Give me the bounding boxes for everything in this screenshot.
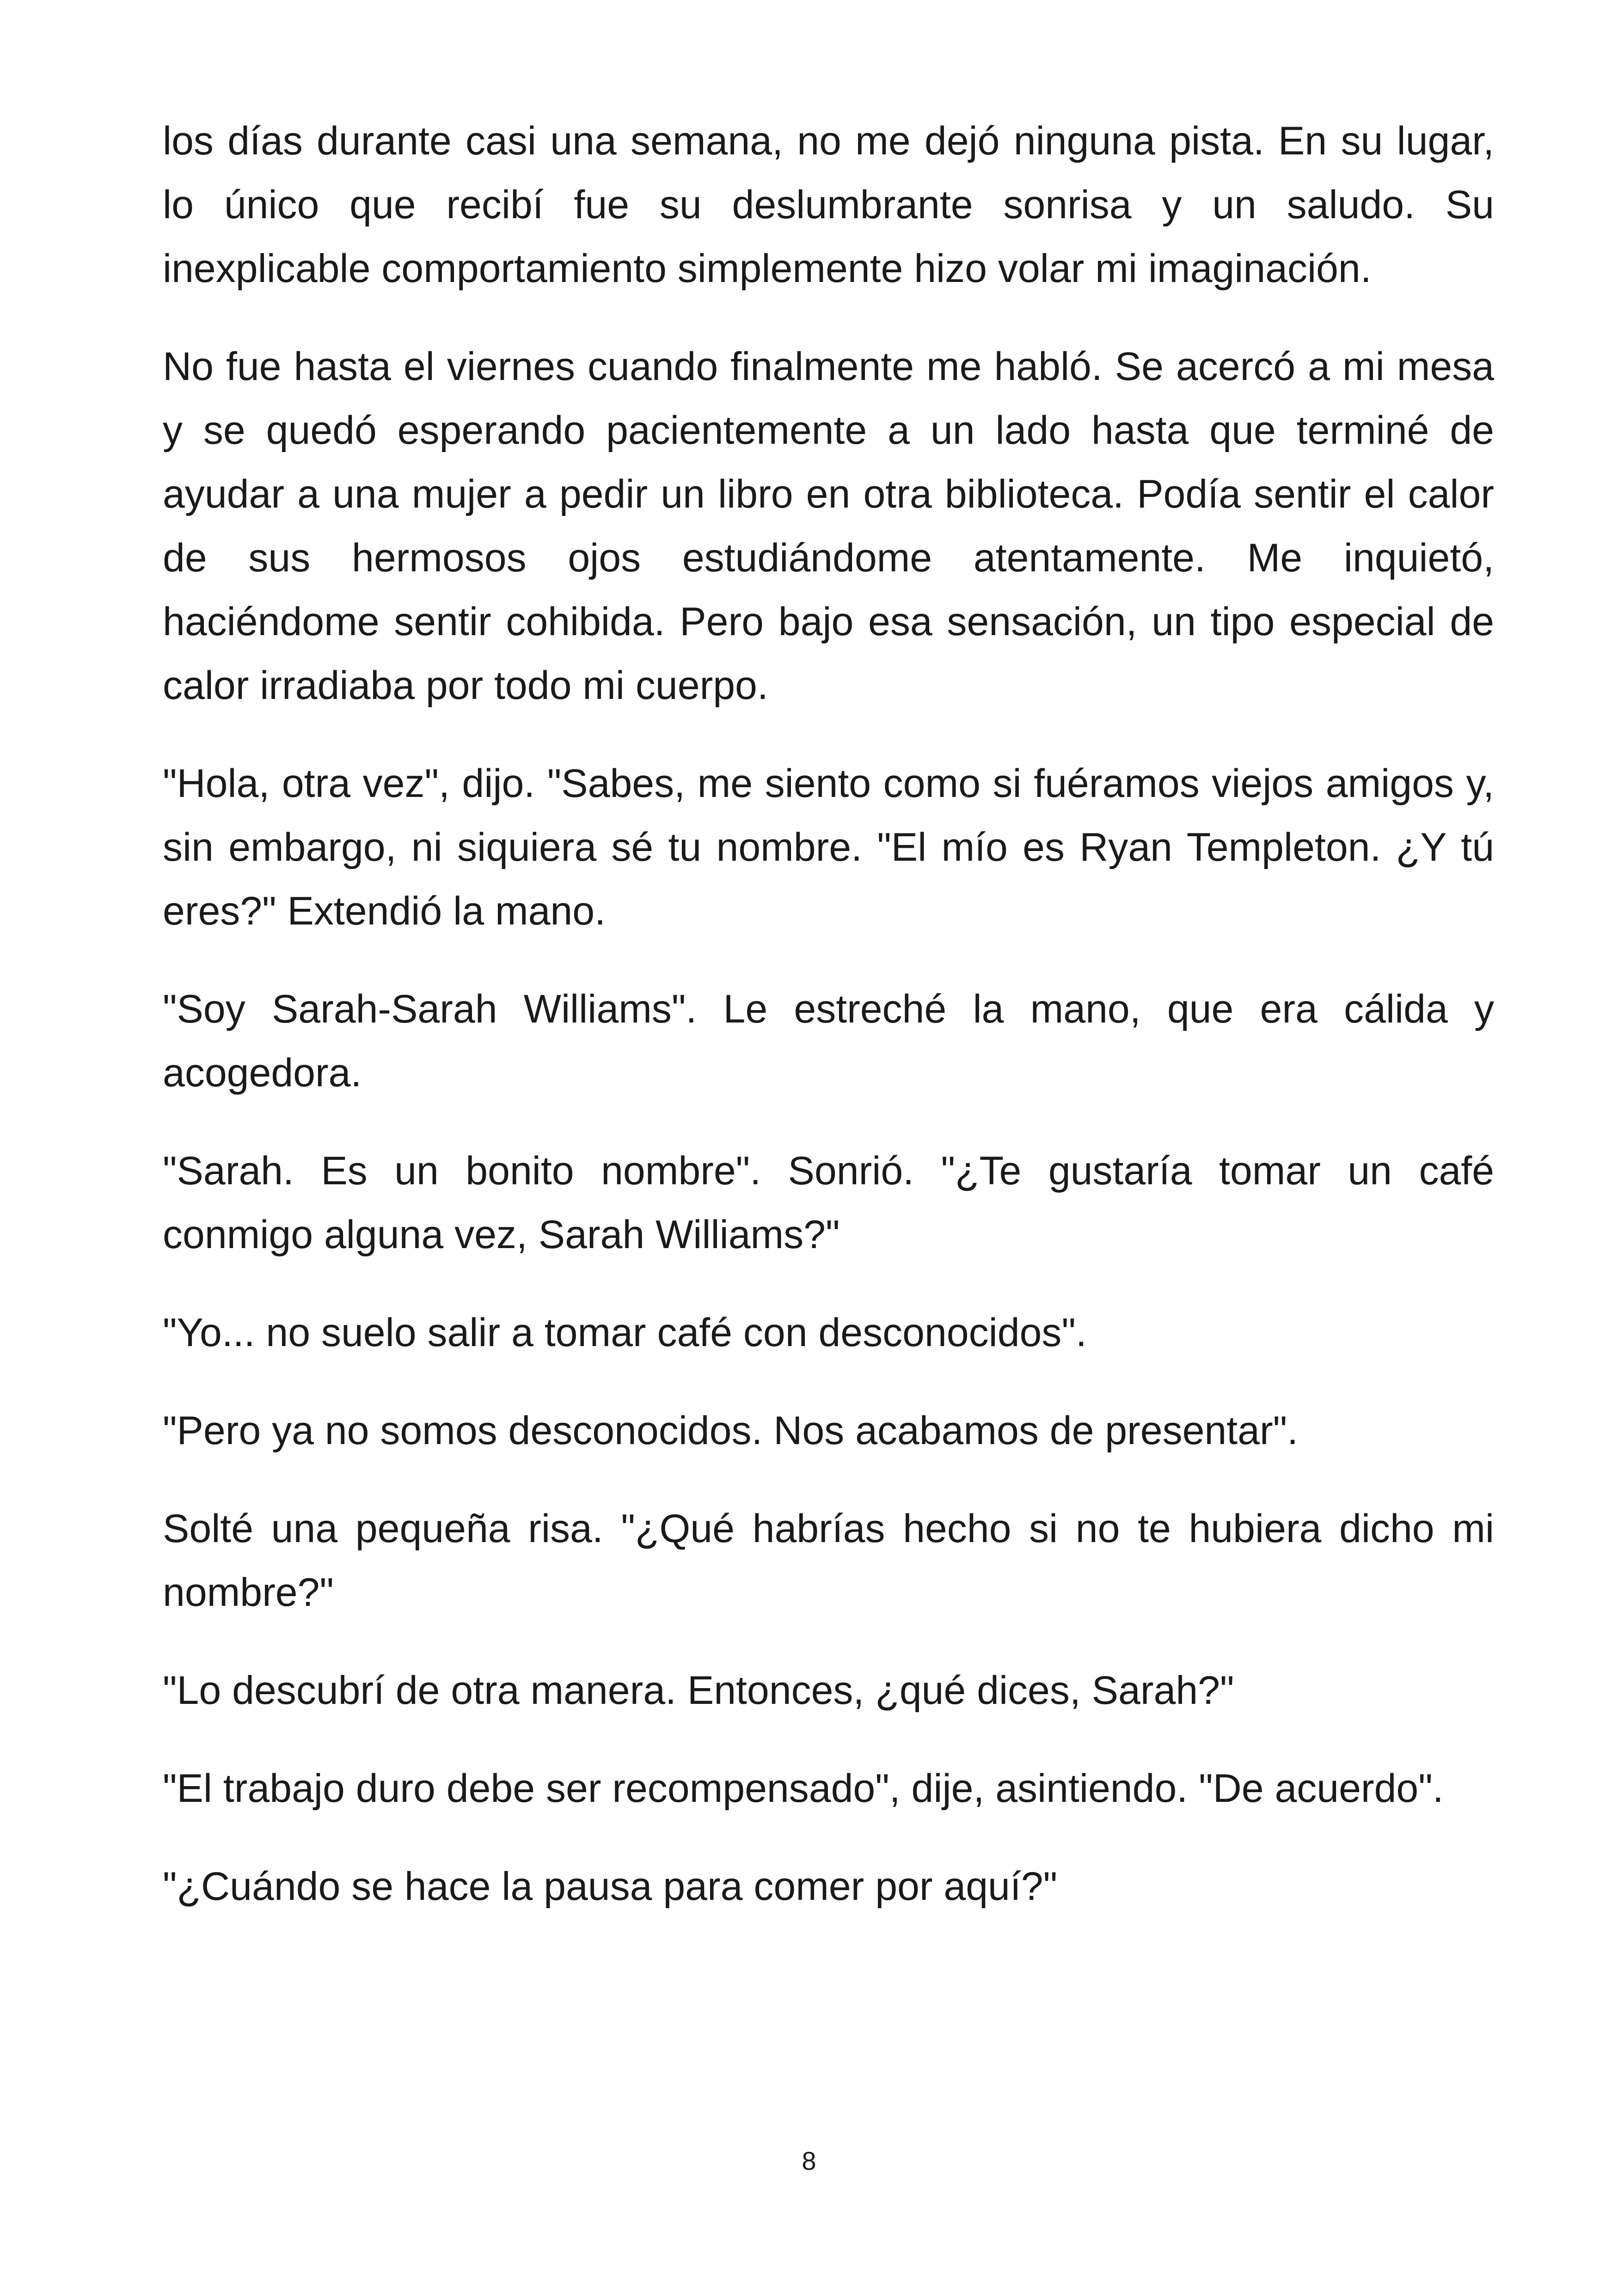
paragraph: los días durante casi una semana, no me dejó ninguna pista. En su lugar, lo único que recibí fue su deslumbrante sonrisa y un saludo. Su inexplicable comportamiento simplemente hizo volar mi imaginación.: [163, 119, 1494, 291]
body-text: [163, 109, 1494, 1953]
paragraph: "Yo... no suelo salir a tomar café con desconocidos".: [163, 1310, 1087, 1355]
paragraph: "Pero ya no somos desconocidos. Nos acabamos de presentar".: [163, 1408, 1299, 1453]
paragraph: "Soy Sarah-Sarah Williams". Le estreché la mano, que era cálida y acogedora.: [163, 987, 1494, 1095]
paragraph: "Sarah. Es un bonito nombre". Sonrió. "¿Te gustaría tomar un café conmigo alguna vez, Sarah Williams?": [163, 1149, 1494, 1257]
paragraph: "¿Cuándo se hace la pausa para comer por aquí?": [163, 1864, 1058, 1909]
paragraph: "Lo descubrí de otra manera. Entonces, ¿qué dices, Sarah?": [163, 1668, 1234, 1713]
page-number: 8: [802, 2146, 816, 2175]
paragraph: Solté una pequeña risa. "¿Qué habrías hecho si no te hubiera dicho mi nombre?": [163, 1506, 1494, 1615]
paragraph: "Hola, otra vez", dijo. "Sabes, me siento como si fuéramos viejos amigos y, sin embargo, ni siquiera sé tu nombre. "El mío es Ryan Templeton. ¿Y tú eres?" Extendió la mano.: [163, 761, 1494, 933]
paragraph: "El trabajo duro debe ser recompensado", dije, asintiendo. "De acuerdo".: [163, 1766, 1444, 1811]
paragraph: No fue hasta el viernes cuando finalmente me habló. Se acercó a mi mesa y se quedó esperando pacientemente a un lado hasta que terminé de ayudar a una mujer a pedir un libro en otra biblioteca. Podía sentir el calor de sus hermosos ojos estudiándome atentamente. Me inquietó, haciéndome sentir cohibida. Pero bajo esa sensación, un tipo especial de calor irradiaba por todo mi cuerpo.: [163, 344, 1494, 708]
